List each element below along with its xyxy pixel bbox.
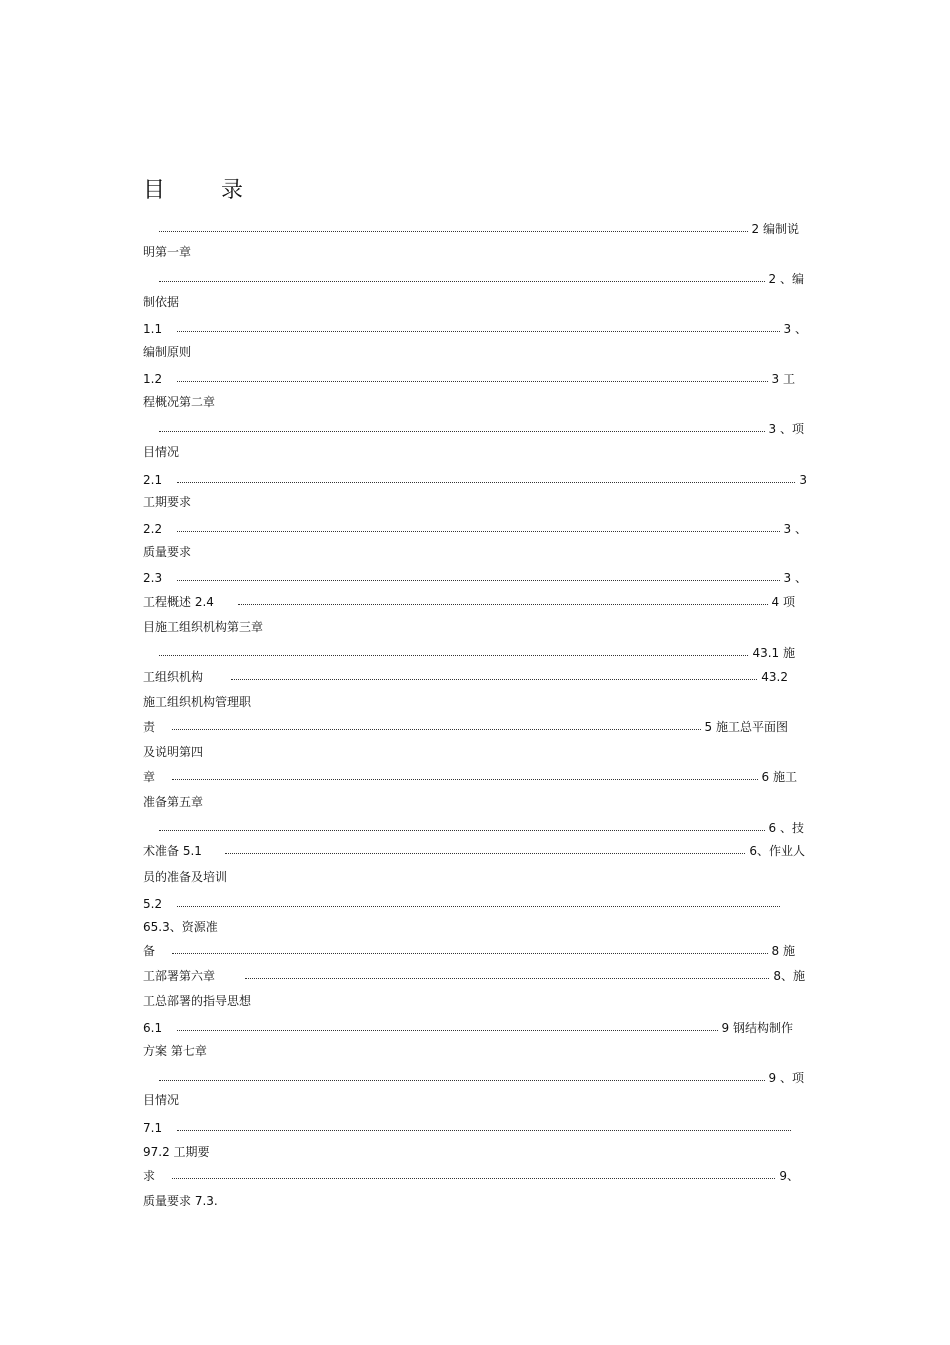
toc-entry [143, 521, 807, 537]
toc-entry-tail: 9 、项 [768, 1071, 804, 1085]
leader-dots [172, 729, 701, 730]
toc-entry [159, 271, 804, 287]
toc-entry [143, 472, 807, 488]
leader-dots [172, 953, 768, 954]
leader-dots [159, 281, 765, 282]
toc-line: 施工组织机构管理职 [143, 695, 252, 709]
toc-entry [159, 645, 795, 661]
toc-entry-number: 求 [143, 1169, 156, 1183]
toc-entry-number: 7.1 [143, 1121, 163, 1135]
leader-dots [159, 830, 765, 831]
toc-line: 制依据 [143, 295, 180, 309]
toc-entry [143, 1120, 795, 1136]
toc-line: 目情况 [143, 445, 180, 459]
toc-entry-number: 2.1 [143, 473, 163, 487]
leader-dots [177, 1030, 718, 1031]
toc-entry [143, 1020, 793, 1036]
toc-entry [143, 594, 795, 610]
leader-dots [172, 1178, 775, 1179]
toc-line: 目情况 [143, 1093, 180, 1107]
leader-dots [172, 779, 758, 780]
toc-line: 员的准备及培训 [143, 870, 228, 884]
toc-entry-number: 6.1 [143, 1021, 163, 1035]
toc-line: 工总部署的指导思想 [143, 994, 252, 1008]
toc-entry-number: 工组织机构 [143, 670, 204, 684]
toc-entry-tail: 2 编制说 [751, 222, 799, 236]
toc-entry-tail: 3 工 [771, 372, 795, 386]
toc-entry [143, 968, 805, 984]
toc-entry-tail: 3 [799, 473, 807, 487]
toc-entry [159, 421, 804, 437]
leader-dots [159, 655, 748, 656]
leader-dots [177, 482, 795, 483]
toc-line: 及说明第四 [143, 745, 204, 759]
toc-entry-tail: 6 、技 [768, 821, 804, 835]
toc-entry-tail: 2 、编 [768, 272, 804, 286]
toc-line: 明第一章 [143, 245, 192, 259]
toc-entry [143, 371, 795, 387]
toc-entry-tail: 5 施工总平面图 [704, 720, 788, 734]
leader-dots [159, 231, 748, 232]
toc-entry [159, 1070, 804, 1086]
toc-entry [143, 943, 795, 959]
toc-entry [143, 570, 807, 586]
toc-entry-tail: 6、作业人 [749, 844, 805, 858]
toc-line: 编制原则 [143, 345, 192, 359]
toc-line: 65.3、资源准 [143, 920, 218, 934]
toc-entry-tail: 43.1 施 [752, 646, 795, 660]
toc-entry-number: 备 [143, 944, 156, 958]
toc-entry-tail: 8、施 [773, 969, 805, 983]
toc-line: 质量要求 7.3. [143, 1194, 218, 1208]
toc-entry [143, 843, 805, 859]
toc-line: 质量要求 [143, 545, 192, 559]
toc-entry-number: 1.2 [143, 372, 163, 386]
toc-entry-tail: 9、 [779, 1169, 799, 1183]
toc-entry-number: 术准备 5.1 [143, 844, 202, 858]
toc-entry-number: 工程概述 2.4 [143, 595, 214, 609]
toc-entry-number: 章 [143, 770, 156, 784]
leader-dots [245, 978, 769, 979]
leader-dots [231, 679, 757, 680]
toc-entry-number: 2.3 [143, 571, 163, 585]
toc-entry-tail: 8 施 [771, 944, 795, 958]
toc-entry [143, 321, 807, 337]
toc-entry-tail: 3 、项 [768, 422, 804, 436]
toc-entry [143, 719, 788, 735]
leader-dots [177, 906, 780, 907]
toc-line: 方案 第七章 [143, 1044, 207, 1058]
leader-dots [225, 853, 745, 854]
toc-line: 工期要求 [143, 495, 192, 509]
toc-line: 准备第五章 [143, 795, 204, 809]
toc-entry-tail: 3 、 [783, 571, 807, 585]
toc-entry-tail: 43.2 [761, 670, 788, 684]
toc-entry [159, 820, 804, 836]
toc-line: 程概况第二章 [143, 395, 216, 409]
toc-entry-tail: 4 项 [771, 595, 795, 609]
leader-dots [177, 331, 780, 332]
toc-entry-number: 工部署第六章 [143, 969, 216, 983]
toc-entry [143, 769, 797, 785]
leader-dots [177, 1130, 791, 1131]
toc-entry [143, 669, 788, 685]
leader-dots [177, 381, 768, 382]
toc-entry-number: 2.2 [143, 522, 163, 536]
leader-dots [159, 1080, 765, 1081]
toc-title: 目 录 [143, 178, 243, 203]
toc-entry-tail: 3 、 [783, 322, 807, 336]
leader-dots [177, 531, 780, 532]
toc-entry-number: 1.1 [143, 322, 163, 336]
toc-line: 97.2 工期要 [143, 1145, 210, 1159]
toc-entry-tail: 6 施工 [761, 770, 797, 784]
toc-line: 目施工组织机构第三章 [143, 620, 264, 634]
toc-entry-tail: 3 、 [783, 522, 807, 536]
leader-dots [177, 580, 780, 581]
leader-dots [159, 431, 765, 432]
toc-entry-number: 责 [143, 720, 156, 734]
leader-dots [238, 604, 768, 605]
toc-entry [143, 896, 784, 912]
toc-entry-tail: 9 钢结构制作 [721, 1021, 793, 1035]
toc-entry-number: 5.2 [143, 897, 163, 911]
toc-entry [159, 221, 799, 237]
toc-entry [143, 1168, 799, 1184]
